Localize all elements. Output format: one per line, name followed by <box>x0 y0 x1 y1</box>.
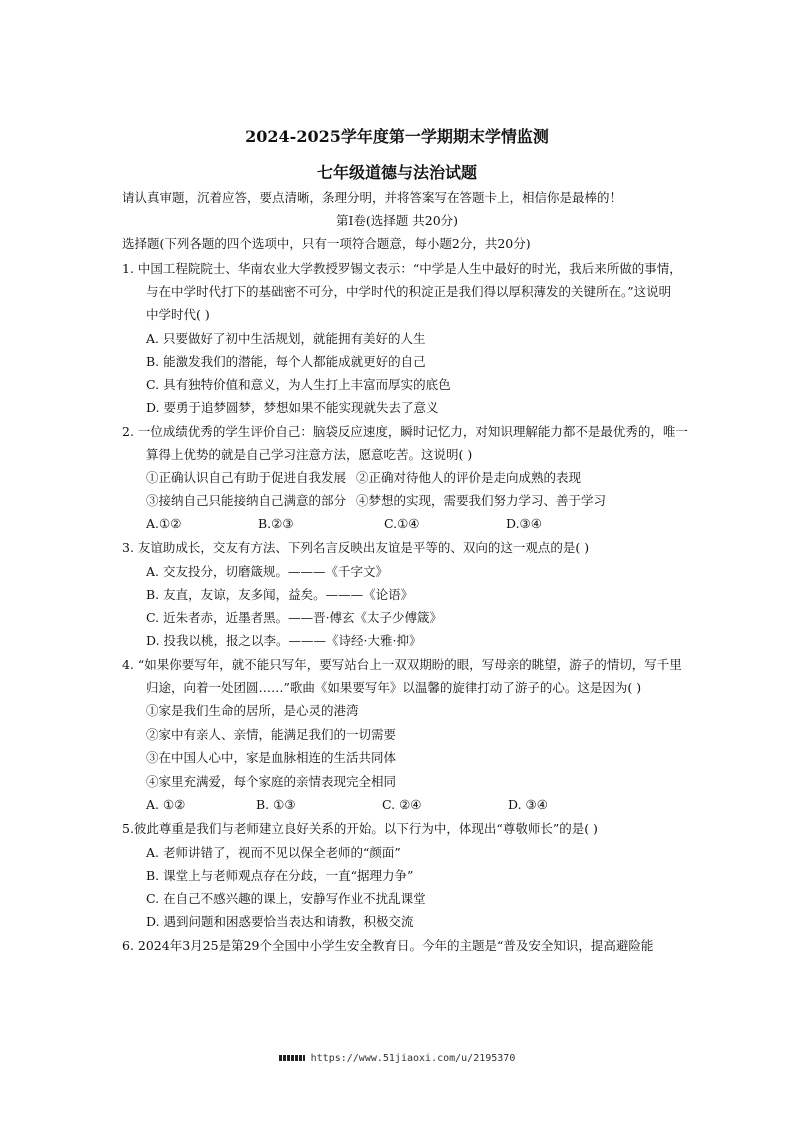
q3-option-b: B. 友直，友谅，友多闻，益矣。———《论语》 <box>146 587 414 602</box>
q4-option-b: B. ①③ <box>256 797 296 812</box>
q4-option-c: C. ②④ <box>382 797 422 812</box>
footer-url-link[interactable]: https://www.51jiaoxi.com/u/2195370 <box>310 1053 516 1064</box>
q4-statement-3: ③在中国人心中，家是血脉相连的生活共同体 <box>146 750 397 765</box>
q1-option-c: C. 具有独特价值和意义，为人生打上丰富而厚实的底色 <box>146 377 451 392</box>
q4-stem-line2: 归途，向着一处团圆……”歌曲《如果要写年》以温馨的旋律打动了游子的心。这是因为( ) <box>146 680 642 695</box>
instruction-text: 请认真审题，沉着应答，要点清晰，条理分明，并将答案写在答题卡上，相信你是最棒的！ <box>122 190 623 205</box>
q3-option-d: D. 投我以桃，报之以李。———《诗经·大雅·抑》 <box>146 633 422 648</box>
q4-statement-4: ④家里充满爱，每个家庭的亲情表现完全相同 <box>146 774 397 789</box>
q5-option-b: B. 课堂上与老师观点存在分歧，一直“据理力争” <box>146 868 414 883</box>
part-title: 第Ⅰ卷(选择题 共20分) <box>335 213 459 228</box>
q1-option-d: D. 要勇于追梦圆梦，梦想如果不能实现就失去了意义 <box>146 400 439 415</box>
q2-stem-line2: 算得上优势的就是自己学习注意方法，愿意吃苦。这说明( ) <box>146 447 473 462</box>
q2-statement-4: ④梦想的实现，需要我们努力学习、善于学习 <box>356 493 607 508</box>
q3-option-c: C. 近朱者赤，近墨者黑。——晋·傅玄《太子少傅箴》 <box>146 610 443 625</box>
q2-option-a: A.①② <box>146 516 182 531</box>
q1-option-a: A. 只要做好了初中生活规划，就能拥有美好的人生 <box>146 331 426 346</box>
q5-option-a: A. 老师讲错了，视而不见以保全老师的“颜面” <box>146 845 401 860</box>
q5-option-c: C. 在自己不感兴趣的课上，安静写作业不扰乱课堂 <box>146 891 426 906</box>
q6-stem-line1: 6. 2024年3月25是第29个全国中小学生安全教育日。今年的主题是“普及安全知识，提高避险能 <box>122 938 654 953</box>
footer <box>0 1053 794 1064</box>
q2-option-b: B.②③ <box>258 516 294 531</box>
q2-statement-2: ②正确对待他人的评价是走向成熟的表现 <box>356 470 582 485</box>
q4-stem-line1: 4. “如果你要写年，就不能只写年，要写站台上一双双期盼的眼，写母亲的眺望，游子的情切，写千里 <box>122 657 682 672</box>
q4-statement-1: ①家是我们生命的居所，是心灵的港湾 <box>146 703 359 718</box>
q2-statement-3: ③接纳自己只能接纳自己满意的部分 <box>146 493 347 508</box>
exam-subtitle: 七年级道德与法治试题 <box>316 163 477 182</box>
exam-title: 2024-2025学年度第一学期期末学情监测 <box>245 127 549 146</box>
q2-statement-1: ①正确认识自己有助于促进自我发展 <box>146 470 347 485</box>
q1-stem-line2: 与在中学时代打下的基础密不可分，中学时代的积淀正是我们得以厚积薄发的关键所在。”这说明 <box>146 284 672 299</box>
section-intro: 选择题(下列各题的四个选项中，只有一项符合题意，每小题2分，共20分) <box>122 236 531 251</box>
q1-stem-line1: 1. 中国工程院院士、华南农业大学教授罗锡文表示：“中学是人生中最好的时光，我后来所做的事情， <box>122 261 682 276</box>
q3-stem-line1: 3. 友谊助成长，交友有方法、下列名言反映出友谊是平等的、双向的这一观点的是( ) <box>122 540 590 555</box>
q4-option-a: A. ①② <box>146 797 186 812</box>
q1-stem-line3: 中学时代( ) <box>146 307 210 322</box>
q2-option-d: D.③④ <box>506 516 542 531</box>
q1-option-b: B. 能激发我们的潜能，每个人都能成就更好的自己 <box>146 354 426 369</box>
q5-stem-line1: 5.彼此尊重是我们与老师建立良好关系的开始。以下行为中，体现出“尊敬师长”的是( ) <box>122 821 598 836</box>
q2-stem-line1: 2. 一位成绩优秀的学生评价自己：脑袋反应速度，瞬时记忆力，对知识理解能力都不是最优秀的，唯一 <box>122 424 688 439</box>
q4-option-d: D. ③④ <box>508 797 548 812</box>
q2-option-c: C.①④ <box>384 516 420 531</box>
q5-option-d: D. 遇到问题和困惑要恰当表达和请教，积极交流 <box>146 914 414 929</box>
site-logo-icon <box>279 1055 305 1061</box>
q3-option-a: A. 交友投分，切磨箴规。———《千字文》 <box>146 564 388 579</box>
q4-statement-2: ②家中有亲人、亲情，能满足我们的一切需要 <box>146 727 397 742</box>
